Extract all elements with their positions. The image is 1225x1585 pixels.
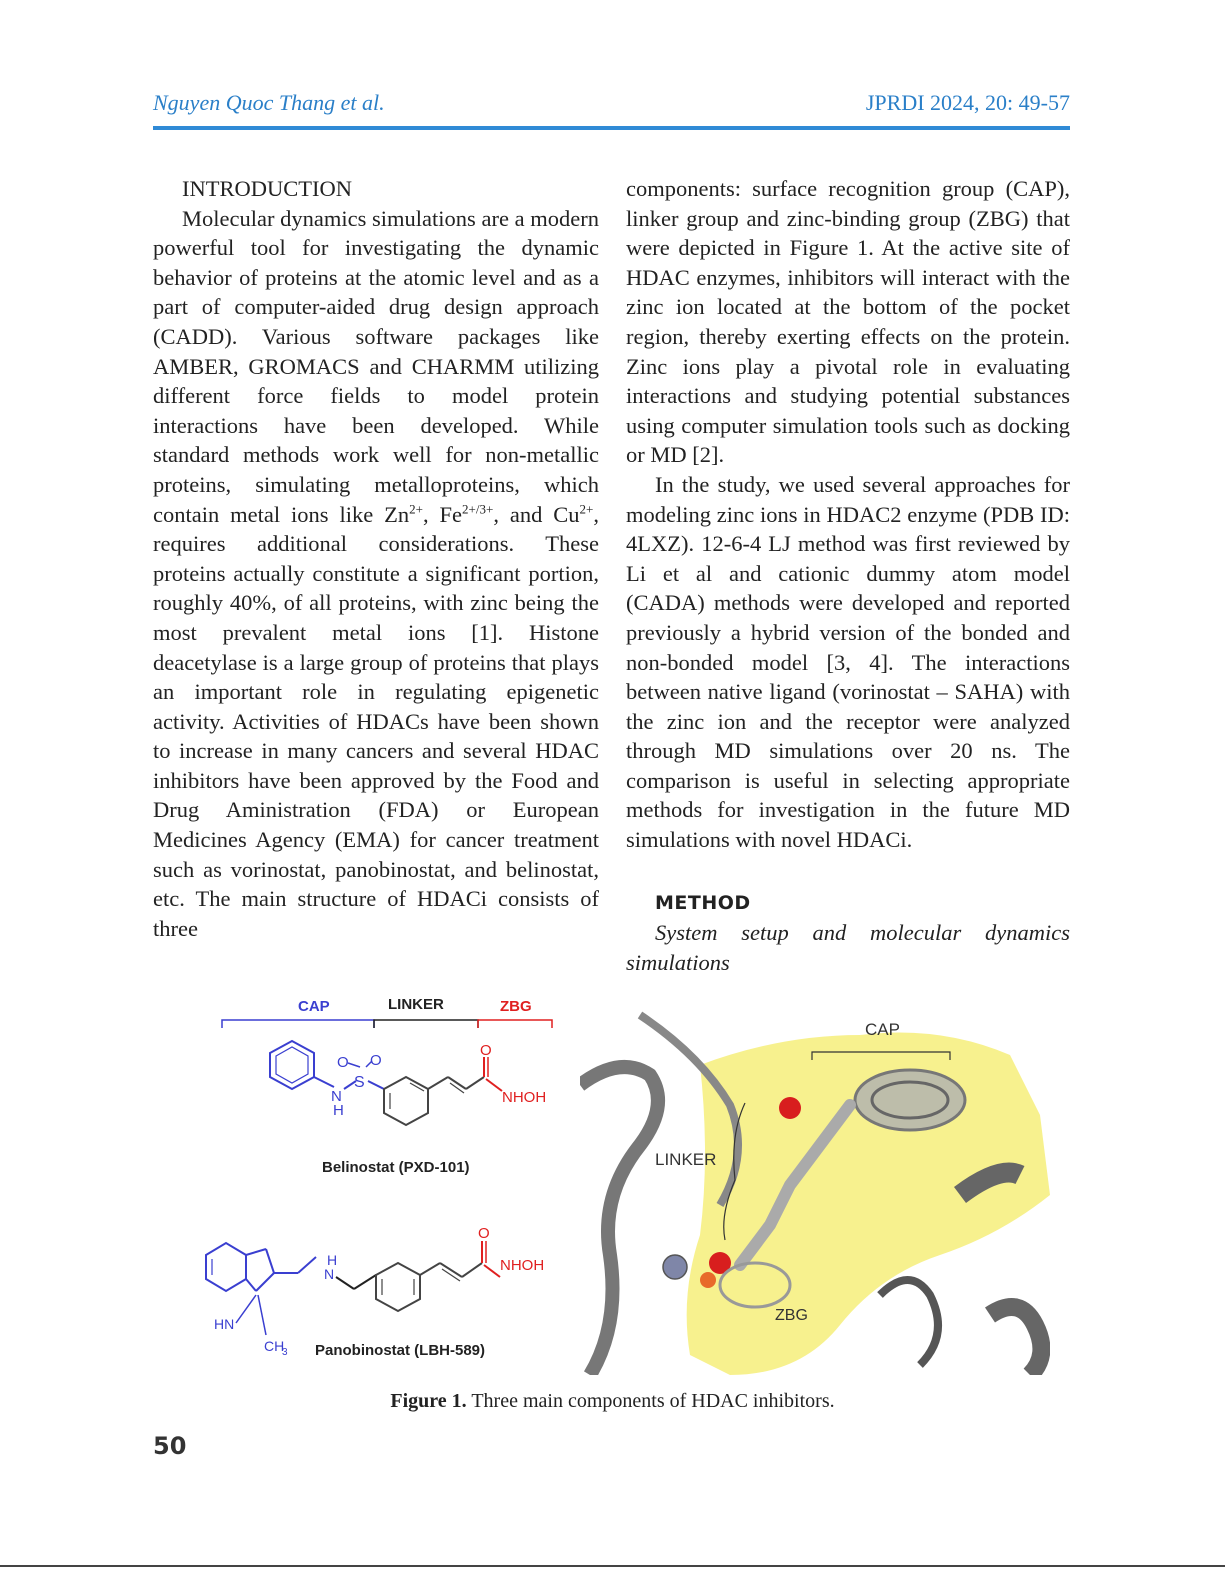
linker-label: LINKER bbox=[388, 996, 444, 1013]
introduction-heading: INTRODUCTION bbox=[182, 176, 352, 201]
protein-ligand-render bbox=[580, 995, 1050, 1375]
header-rule bbox=[153, 126, 1070, 130]
svg-text:NHOH: NHOH bbox=[500, 1257, 545, 1274]
cap-label: CAP bbox=[298, 998, 330, 1015]
method-subheading: System setup and molecular dynamics simulations bbox=[626, 920, 1070, 975]
right-linker-label: LINKER bbox=[655, 1150, 717, 1169]
linker-bracket bbox=[374, 1020, 478, 1028]
belinostat-name: Belinostat (PXD-101) bbox=[322, 1159, 470, 1176]
right-zbg-label: ZBG bbox=[775, 1307, 808, 1324]
page-number: 50 bbox=[153, 1432, 187, 1460]
belinostat-structure bbox=[270, 1041, 546, 1125]
svg-text:O: O bbox=[478, 1225, 490, 1242]
chemical-structures-diagram bbox=[200, 995, 572, 1375]
bottom-rule bbox=[0, 1565, 1225, 1567]
svg-text:3: 3 bbox=[282, 1347, 288, 1358]
header-authors: Nguyen Quoc Thang et al. bbox=[153, 90, 385, 115]
svg-text:O: O bbox=[480, 1042, 492, 1059]
svg-text:H: H bbox=[333, 1102, 344, 1119]
introduction-paragraph: Molecular dynamics simulations are a modern powerful tool for investigating the dynamic behavior of proteins at the atomic level and as a part of computer-aided drug design approach (CADD). Various software packages like AMBER, GROMACS and CHARMM utilizing different force fields to model protein interactions have been developed. While standard methods work well for non-metallic proteins, simulating metalloproteins, which contain metal ions like $Zn^{2+}$, $Fe^{2+/3+}$, and $Cu^{2+}$, requires additional considerations. These proteins actually constitute a significant portion, roughly 40%, of all proteins, with zinc being the most prevalent metal ions [1]. Histone deacetylase is a large group of proteins that plays an important role in regulating epigenetic activity. Activities of HDACs have been shown to increase in many cancers and several HDAC inhibitors have been approved by the Food and Drug Aministration (FDA) or European Medicines Agency (EMA) for cancer treatment such as vorinostat, panobinostat, and belinostat, etc. The main structure of HDACi consists of three bbox=[153, 205, 599, 941]
svg-text:CH: CH bbox=[264, 1338, 285, 1354]
panobinostat-name: Panobinostat (LBH-589) bbox=[315, 1342, 486, 1359]
right-cap-label: CAP bbox=[865, 1020, 900, 1039]
header-journal: JPRDI 2024, 20: 49-57 bbox=[865, 90, 1070, 115]
svg-text:N: N bbox=[331, 1088, 342, 1105]
svg-text:O: O bbox=[337, 1054, 349, 1071]
study-paragraph: In the study, we used several approaches for modeling zinc ions in HDAC2 enzyme (PDB ID: 4LXZ). 12-6-4 LJ method was first reviewed by Li et al and cationic dummy atom model (CADA) methods were developed and reported previously a hybrid version of the bonded and non-bonded model [3, 4]. The interactions between native ligand (vorinostat – SAHA) with the zinc ion and the receptor were analyzed through MD simulations over 20 ns. The comparison is useful in selecting appropriate methods for investigation in the future MD simulations with novel HDACi. bbox=[626, 471, 1070, 853]
svg-text:S: S bbox=[354, 1074, 365, 1091]
figure-caption: Figure 1. Three main components of HDAC inhibitors. bbox=[390, 1390, 835, 1412]
zinc-ion bbox=[663, 1255, 687, 1279]
intro-continued-paragraph: components: surface recognition group (CAP), linker group and zinc-binding group (ZBG) that were depicted in Figure 1. At the active site of HDAC enzymes, inhibitors will interact with the zinc ion located at the bottom of the pocket region, thereby exerting effects on the protein. Zinc ions play a pivotal role in evaluating interactions and studying potential substances using computer simulation tools such as docking or MD [2]. bbox=[626, 176, 1070, 468]
figure-1 bbox=[200, 995, 1060, 1385]
zbg-label: ZBG bbox=[500, 998, 532, 1015]
svg-text:H: H bbox=[327, 1252, 338, 1268]
svg-text:HN: HN bbox=[214, 1316, 235, 1332]
left-column bbox=[153, 174, 599, 943]
page-header bbox=[153, 88, 1070, 132]
svg-text:N: N bbox=[324, 1266, 335, 1282]
svg-text:NHOH: NHOH bbox=[502, 1089, 547, 1106]
zbg-bracket bbox=[478, 1020, 552, 1028]
panobinostat-structure bbox=[206, 1225, 544, 1358]
method-heading: METHOD bbox=[655, 891, 751, 914]
svg-text:O: O bbox=[370, 1052, 382, 1069]
right-column bbox=[626, 174, 1070, 977]
cap-bracket bbox=[222, 1020, 374, 1028]
